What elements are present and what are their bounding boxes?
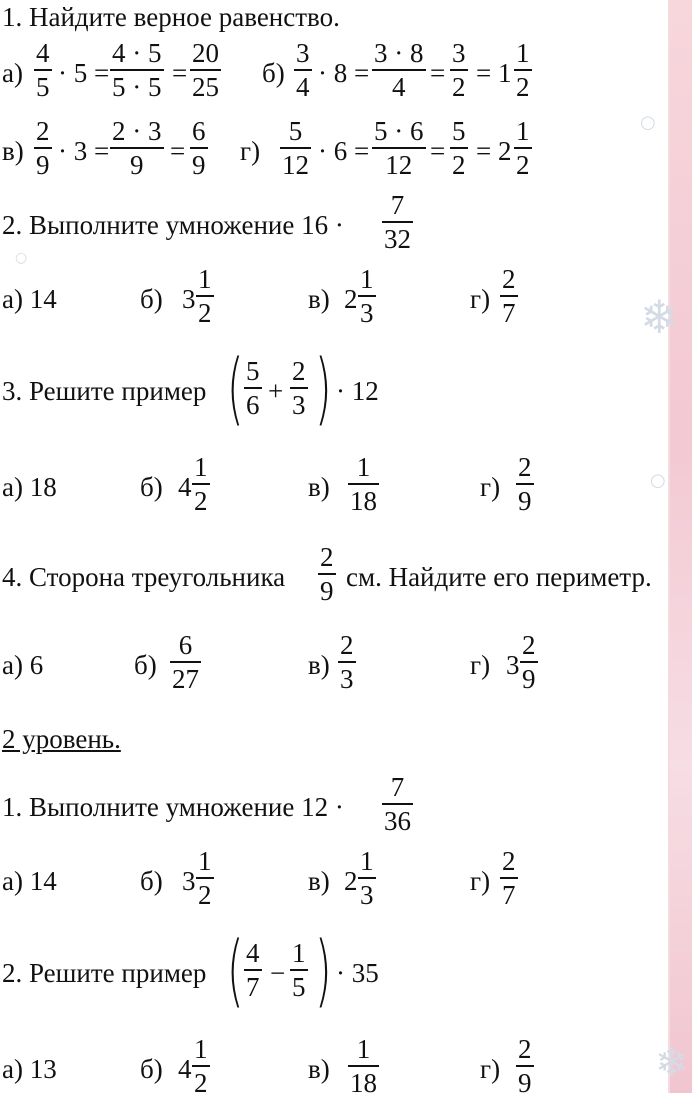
q1-b-frac2: 3 · 8 4 (374, 38, 424, 102)
l2q1-option-a: а) 14 (2, 866, 57, 896)
q1-b-frac1: 3 4 (296, 38, 310, 102)
q1-v-frac1: 2 9 (36, 116, 50, 180)
l2q2-tail: · 35 (336, 958, 379, 988)
q3-right-paren: ) (314, 344, 332, 434)
q2-option-b-whole: 3 (182, 284, 196, 314)
l2q2-title: 2. Решите пример (2, 958, 207, 988)
q3-option-b-whole: 4 (178, 472, 192, 502)
q4-option-g-whole: 3 (506, 650, 520, 680)
l2q2-option-b-frac: 1 2 (194, 1034, 208, 1093)
q3-tail: · 12 (336, 376, 379, 406)
q2-option-v-label: в) (308, 284, 330, 314)
q2-option-a: а) 14 (2, 284, 57, 314)
q4-tail: см. Найдите его периметр. (346, 562, 652, 592)
q1-a-eq: = (172, 58, 188, 88)
l2q1-frac: 7 36 (384, 772, 411, 836)
q2-option-v-frac: 1 3 (360, 264, 374, 328)
q1-a-frac1: 4 5 (36, 38, 50, 102)
q3-option-a: а) 18 (2, 472, 57, 502)
q1-label-b: б) (262, 58, 285, 88)
q1-b-frac3: 3 2 (452, 38, 466, 102)
q4-option-a: а) 6 (2, 650, 44, 680)
q1-v-eq: = (170, 136, 186, 166)
q2-option-b-label: б) (140, 284, 163, 314)
q1-v-mult: · 3 = (58, 136, 110, 166)
l2q1-option-v-frac: 1 3 (360, 846, 374, 910)
q1-label-v: в) (2, 136, 24, 166)
l2q2-option-v-frac: 1 18 (350, 1034, 377, 1093)
q3-option-b-label: б) (140, 472, 163, 502)
l2q1-option-v-label: в) (308, 866, 330, 896)
q1-g-eq: = (430, 136, 446, 166)
l2q1-option-g-frac: 2 7 (502, 846, 516, 910)
q1-g-frac3: 5 2 (452, 116, 466, 180)
decor-circle-icon: ○ (640, 112, 656, 133)
l2q2-option-v-label: в) (308, 1054, 330, 1084)
q3-frac2: 2 3 (292, 356, 306, 420)
q4-option-v-label: в) (308, 650, 330, 680)
l2q2-option-g-label: г) (480, 1054, 501, 1084)
snowflake-icon: ❄ (655, 1040, 689, 1086)
l2q1-option-b-label: б) (140, 866, 163, 896)
q3-option-g-label: г) (480, 472, 501, 502)
q2-frac: 7 32 (384, 190, 411, 254)
q4-option-v-frac: 2 3 (340, 630, 354, 694)
l2q2-option-g-frac: 2 9 (518, 1034, 532, 1093)
q1-b-eq2: = 1 (476, 58, 512, 88)
l2q2-frac2: 1 5 (292, 938, 306, 1002)
l2q1-option-g-label: г) (470, 866, 491, 896)
q2-option-g-frac: 2 7 (502, 264, 516, 328)
q1-label-a: а) (2, 58, 23, 88)
l2q2-right-paren: ) (314, 926, 332, 1016)
q1-a-frac3: 20 25 (192, 38, 219, 102)
q4-option-g-frac: 2 9 (522, 630, 536, 694)
q1-b-mult: · 8 = (318, 58, 370, 88)
l2q1-option-b-frac: 1 2 (198, 846, 212, 910)
q4-title: 4. Сторона треугольника (2, 562, 286, 592)
l2q2-option-b-label: б) (140, 1054, 163, 1084)
q3-option-v-frac: 1 18 (350, 452, 377, 516)
q1-g-frac1: 5 12 (282, 116, 309, 180)
q1-g-frac4: 1 2 (516, 116, 530, 180)
q4-frac: 2 9 (320, 542, 334, 606)
q3-plus: + (268, 376, 284, 406)
decor-circle-icon: ○ (650, 470, 666, 491)
q4-option-b-label: б) (134, 650, 157, 680)
q1-g-mult: · 6 = (318, 136, 370, 166)
q3-frac1: 5 6 (246, 356, 260, 420)
q1-g-frac2: 5 · 6 12 (374, 116, 424, 180)
q4-option-g-label: г) (470, 650, 491, 680)
q1-g-eq2: = 2 (476, 136, 512, 166)
l2q1-title: 1. Выполните умножение 12 · (2, 792, 344, 822)
q1-label-g: г) (240, 136, 261, 166)
l2q2-left-paren: ( (226, 926, 244, 1016)
q3-title: 3. Решите пример (2, 376, 207, 406)
q3-option-v-label: в) (308, 472, 330, 502)
q3-left-paren: ( (226, 344, 244, 434)
l2q1-option-b-whole: 3 (182, 866, 196, 896)
l2q2-minus: − (270, 958, 286, 988)
l2q2-option-a: а) 13 (2, 1054, 57, 1084)
l2q1-option-v-whole: 2 (344, 866, 358, 896)
q2-title: 2. Выполните умножение 16 · (2, 210, 344, 240)
q1-title: 1. Найдите верное равенство. (2, 2, 340, 32)
q1-b-frac4: 1 2 (516, 38, 530, 102)
snowflake-icon: ❄ (640, 290, 679, 344)
q1-b-eq: = (430, 58, 446, 88)
decor-border (670, 0, 692, 1093)
q4-option-b-frac: 6 27 (172, 630, 199, 694)
q2-option-v-whole: 2 (344, 284, 358, 314)
q2-option-b-frac: 1 2 (198, 264, 212, 328)
l2q2-frac1: 4 7 (246, 938, 260, 1002)
q3-option-g-frac: 2 9 (518, 452, 532, 516)
q1-a-mult: · 5 = (58, 58, 110, 88)
q2-option-g-label: г) (470, 284, 491, 314)
l2q2-option-b-whole: 4 (178, 1054, 192, 1084)
q1-v-frac3: 6 9 (192, 116, 206, 180)
q1-a-frac2: 4 · 5 5 · 5 (112, 38, 162, 102)
level2-heading: 2 уровень. (2, 724, 121, 754)
decor-circle-icon: ○ (15, 250, 28, 266)
q1-v-frac2: 2 · 3 9 (112, 116, 162, 180)
q3-option-b-frac: 1 2 (194, 452, 208, 516)
